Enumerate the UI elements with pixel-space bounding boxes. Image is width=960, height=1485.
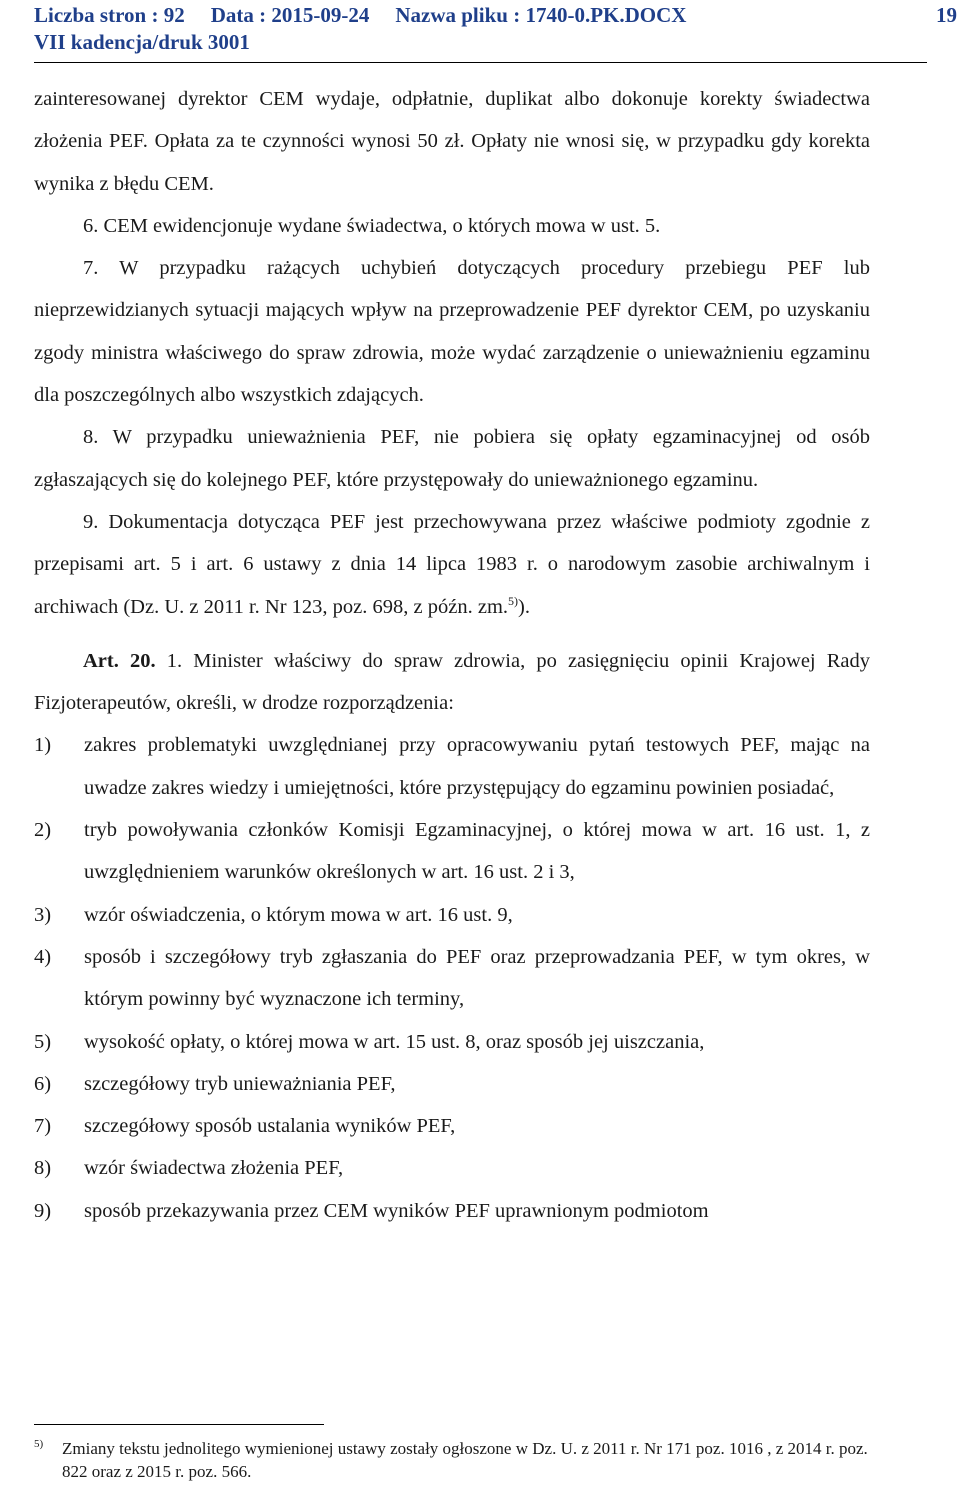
article-intro-text: 1. Minister właściwy do spraw zdrowia, po zasięgnięciu opinii Krajowej Rady Fizjoterapeutów, określi, w drodze rozporządzenia: — [34, 649, 870, 715]
footnote-reference: 5) — [508, 593, 519, 608]
list-item-number: 1) — [34, 734, 52, 757]
page-header — [34, 2, 957, 56]
print-reference: VII kadencja/druk 3001 — [34, 30, 250, 54]
footnote-text: Zmiany tekstu jednolitego wymienionej ustawy zostały ogłoszone w Dz. U. z 2011 r. Nr 171 poz. 1016 , z 2014 r. poz. 822 oraz z 2015 r. poz. 566. — [62, 1439, 868, 1481]
paragraph-7: 7. W przypadku rażących uchybień dotyczących procedury przebiegu PEF lub nieprzewidzianych sytuacji mających wpływ na przeprowadzenie PEF dyrektor CEM, po uzyskaniu zgody ministra właściwego do spraw zdrowia, może wydać zarządzenie o unieważnieniu egzaminu dla poszczególnych albo wszystkich zdających. — [34, 257, 870, 407]
article-20-intro — [34, 640, 870, 725]
list-item-number: 6) — [34, 1072, 52, 1095]
list-item-number: 2) — [34, 819, 52, 842]
file-name: Nazwa pliku : 1740-0.PK.DOCX — [395, 3, 687, 27]
list-item — [34, 1105, 870, 1147]
article-items-list — [34, 724, 870, 1232]
list-item-number: 3) — [34, 903, 52, 926]
list-item-text: szczegółowy sposób ustalania wyników PEF, — [84, 1115, 456, 1138]
list-item-text: tryb powoływania członków Komisji Egzaminacyjnej, o której mowa w art. 16 ust. 1, z uwzględnieniem warunków określonych w art. 16 ust. 2 i 3, — [84, 819, 870, 884]
paragraph-8: 8. W przypadku unieważnienia PEF, nie pobiera się opłaty egzaminacyjnej od osób zgłaszających się do kolejnego PEF, które przystępowały do unieważnionego egzaminu. — [34, 426, 870, 491]
header-line — [34, 2, 927, 29]
list-item-number: 7) — [34, 1115, 52, 1138]
list-item-text: zakres problematyki uwzględnianej przy opracowywaniu pytań testowych PEF, mając na uwadze zakres wiedzy i umiejętności, które przystępujący do egzaminu powinien posiadać, — [84, 734, 870, 799]
list-item-number: 8) — [34, 1157, 52, 1180]
page-count: Liczba stron : 92 — [34, 3, 185, 27]
list-item-number: 5) — [34, 1030, 52, 1053]
document-date: Data : 2015-09-24 — [210, 3, 370, 27]
list-item — [34, 1063, 870, 1105]
header-divider — [34, 62, 927, 63]
document-body — [34, 78, 870, 1232]
footnote — [34, 1437, 894, 1483]
paragraph-9-end: ). — [518, 595, 530, 618]
list-item — [34, 1190, 870, 1232]
spacer — [34, 628, 870, 640]
paragraph-continuation: zainteresowanej dyrektor CEM wydaje, odpłatnie, duplikat albo dokonuje korekty świadectwa złożenia PEF. Opłata za te czynności wynosi 50 zł. Opłaty nie wnosi się, w przypadku gdy korekta wynika z błędu CEM. — [34, 88, 870, 195]
paragraph-9 — [34, 501, 870, 628]
list-item — [34, 809, 870, 894]
list-item-number: 4) — [34, 945, 52, 968]
footnote-divider — [34, 1424, 324, 1425]
list-item-text: sposób i szczegółowy tryb zgłaszania do PEF oraz przeprowadzania PEF, w tym okres, w którym powinny być wyznaczone ich terminy, — [84, 945, 870, 1011]
list-item-text: wysokość opłaty, o której mowa w art. 15 ust. 8, oraz sposób jej uiszczania, — [84, 1030, 705, 1053]
list-item — [34, 1021, 870, 1063]
list-item-text: wzór świadectwa złożenia PEF, — [84, 1157, 344, 1180]
article-label: Art. 20. — [83, 649, 156, 672]
paragraph-9-text: 9. Dokumentacja dotycząca PEF jest przechowywana przez właściwe podmioty zgodnie z przepisami art. 5 i art. 6 ustawy z dnia 14 lipca 1983 r. o narodowym zasobie archiwalnym i archiwach (Dz. U. z 2011 r. Nr 123, poz. 698, z późn. zm. — [34, 510, 870, 618]
footnote-mark: 5) — [34, 1438, 44, 1450]
page-number: 19 — [936, 3, 957, 27]
paragraph-6: 6. CEM ewidencjonuje wydane świadectwa, o których mowa w ust. 5. — [83, 214, 661, 237]
list-item — [34, 936, 870, 1021]
list-item-text: wzór oświadczenia, o którym mowa w art. 16 ust. 9, — [84, 903, 513, 926]
list-item-number: 9) — [34, 1199, 52, 1222]
list-item — [34, 1147, 870, 1189]
list-item — [34, 894, 870, 936]
list-item-text: sposób przekazywania przez CEM wyników PEF uprawnionym podmiotom — [84, 1199, 709, 1222]
list-item-text: szczegółowy tryb unieważniania PEF, — [84, 1072, 396, 1095]
list-item — [34, 724, 870, 809]
